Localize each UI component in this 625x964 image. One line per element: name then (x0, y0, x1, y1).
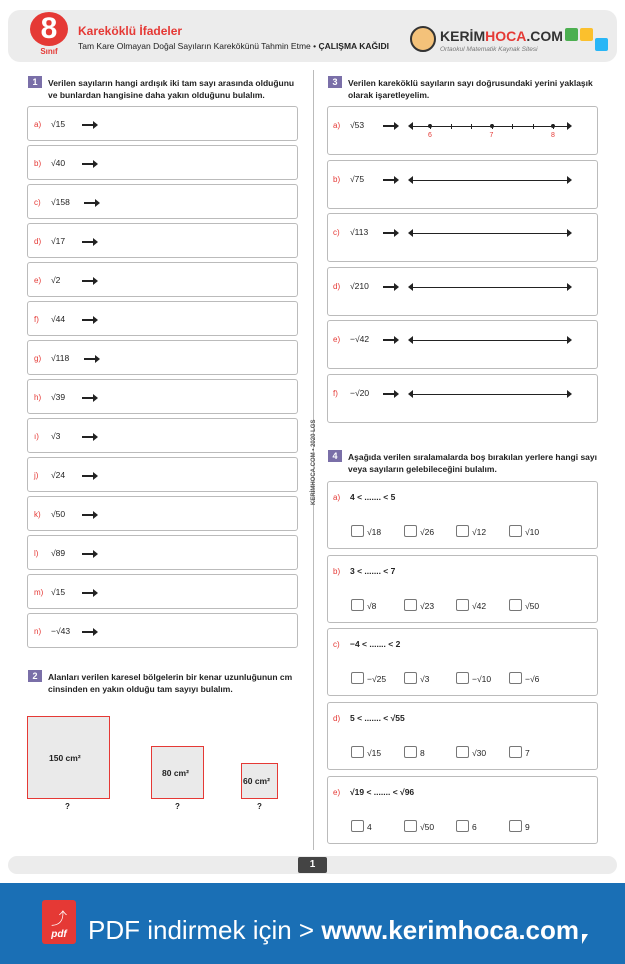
item-label: c) (34, 198, 41, 207)
right-arrow-icon (82, 241, 96, 243)
grade-label: Sınıf (40, 47, 58, 56)
item-label: k) (34, 510, 41, 519)
right-arrow-icon (82, 514, 96, 516)
answer-placeholder: ? (257, 802, 262, 811)
option-checkbox[interactable] (404, 599, 417, 611)
number-line[interactable] (410, 126, 570, 139)
item-label: b) (34, 159, 42, 168)
right-arrow-icon (383, 125, 397, 127)
grade-badge (30, 12, 68, 58)
number-line-row[interactable] (327, 160, 598, 209)
number-point (551, 124, 555, 128)
right-arrow-icon (82, 436, 96, 438)
item-expression: √15 (51, 119, 66, 129)
option-label: √30 (472, 748, 487, 759)
item-label: m) (34, 588, 44, 597)
item-expression: √75 (350, 173, 365, 184)
option-label: √8 (367, 600, 377, 611)
page-title: Kareköklü İfadeler (78, 24, 183, 38)
mouse-cursor-icon (582, 934, 588, 944)
option-checkbox[interactable] (509, 746, 522, 758)
item-expression: √50 (51, 509, 66, 519)
item-expression: √3 (51, 431, 61, 441)
item-expression: √113 (350, 227, 369, 237)
right-arrow-icon (82, 397, 96, 399)
number-line[interactable] (410, 394, 570, 395)
inequality-expression: 4 < ....... < 5 (350, 492, 396, 502)
number-point (428, 124, 432, 128)
option-label: √26 (420, 527, 435, 537)
logo-brand: KERİMHOCA.COM (440, 28, 563, 44)
option-label: −√25 (367, 674, 387, 685)
number-line-row[interactable] (327, 267, 598, 316)
tick-label: 8 (551, 132, 555, 139)
right-arrow-icon (383, 393, 397, 395)
right-arrow-icon (383, 232, 397, 234)
option-checkbox[interactable] (509, 599, 522, 611)
option-label: √50 (420, 821, 435, 832)
number-line-row[interactable] (327, 106, 598, 155)
answer-row[interactable] (27, 457, 298, 492)
answer-row[interactable] (27, 301, 298, 336)
square-area: 60 cm² (243, 776, 270, 786)
inequality-expression: √19 < ....... < √96 (350, 786, 415, 797)
question-text: Aşağıda verilen sıralamalarda boş bırakılan yerlere hangi sayı veya sayıların gelebileceğini bulalım. (348, 452, 597, 474)
option-label: 6 (472, 821, 477, 832)
item-label: d) (333, 714, 341, 724)
item-expression: √39 (51, 392, 66, 402)
option-checkbox[interactable] (351, 820, 364, 832)
option-checkbox[interactable] (351, 672, 364, 684)
item-expression: √17 (51, 236, 66, 246)
tick-mark (533, 124, 534, 129)
site-logo[interactable] (410, 24, 610, 60)
answer-row[interactable] (27, 418, 298, 453)
item-expression: −√43 (51, 626, 71, 636)
answer-row[interactable] (27, 379, 298, 414)
right-arrow-icon (82, 280, 96, 282)
item-label: e) (333, 335, 341, 344)
item-label: a) (333, 493, 341, 502)
item-label: e) (333, 787, 341, 797)
item-expression: √15 (51, 587, 66, 597)
item-label: l) (34, 549, 39, 558)
item-label: a) (34, 120, 42, 129)
item-label: ı) (34, 432, 39, 441)
option-label: 8 (420, 748, 425, 759)
item-label: d) (34, 237, 42, 246)
item-label: h) (34, 393, 42, 402)
option-label: 9 (525, 821, 530, 832)
option-label: 7 (525, 748, 530, 759)
item-label: g) (34, 354, 42, 363)
item-label: d) (333, 281, 341, 291)
item-expression: √44 (51, 314, 66, 324)
item-expression: √53 (350, 120, 365, 130)
item-label: a) (333, 121, 341, 130)
option-checkbox[interactable] (509, 525, 522, 537)
question-text: Alanları verilen karesel bölgelerin bir kenar uzunluğunun cm cinsinden en yakın olduğu tam sayıyı bulalım. (48, 672, 293, 694)
question-number: 1 (28, 76, 42, 88)
option-label: −√6 (525, 674, 540, 685)
item-expression: √89 (51, 548, 66, 558)
answer-placeholder: ? (65, 802, 70, 811)
item-label: f) (333, 388, 338, 398)
option-checkbox[interactable] (404, 672, 417, 684)
inequality-expression: 3 < ....... < 7 (350, 565, 396, 576)
number-point (490, 124, 494, 128)
answer-row[interactable] (27, 106, 298, 141)
square-area: 80 cm² (162, 768, 189, 778)
question-text: Verilen sayıların hangi ardışık iki tam sayı arasında olduğunu ve bunlardan hangisine daha yakın olduğunu bulalım. (48, 78, 295, 100)
logo-block-icon (580, 28, 593, 41)
tick-mark (451, 124, 452, 129)
number-line-row[interactable] (327, 320, 598, 369)
inequality-expression: −4 < ....... < 2 (350, 639, 401, 650)
logo-block-icon (565, 28, 578, 41)
page-number: 1 (298, 857, 327, 873)
option-checkbox[interactable] (351, 525, 364, 537)
right-arrow-icon (84, 358, 98, 360)
right-arrow-icon (84, 202, 98, 204)
question-number: 3 (328, 76, 342, 88)
tick-mark (471, 124, 472, 129)
question-number: 4 (328, 450, 342, 462)
option-label: √23 (420, 600, 435, 611)
item-expression: √40 (51, 158, 66, 168)
number-line[interactable] (410, 233, 570, 234)
option-checkbox[interactable] (509, 820, 522, 832)
item-expression: −√42 (350, 334, 370, 344)
item-label: b) (333, 174, 341, 184)
option-label: √18 (367, 527, 382, 537)
tick-label: 7 (489, 132, 494, 139)
option-label: √10 (525, 527, 540, 537)
item-label: c) (333, 640, 340, 650)
number-line-row[interactable] (327, 213, 598, 262)
teacher-face-icon (410, 26, 436, 52)
item-label: c) (333, 228, 340, 237)
option-checkbox[interactable] (456, 820, 469, 832)
tick-mark (512, 124, 513, 129)
right-arrow-icon (82, 553, 96, 555)
right-arrow-icon (383, 286, 397, 288)
option-checkbox[interactable] (456, 599, 469, 611)
number-line-row[interactable] (327, 374, 598, 423)
page-subtitle: Tam Kare Olmayan Doğal Sayıların Karekökünü Tahmin Etme • ÇALIŞMA KAĞIDI (78, 41, 389, 51)
number-line[interactable] (410, 340, 570, 341)
answer-placeholder: ? (175, 802, 180, 811)
option-label: √3 (420, 674, 430, 685)
item-label: n) (34, 627, 42, 636)
option-checkbox[interactable] (404, 525, 417, 537)
option-label: √50 (525, 600, 540, 611)
option-label: √42 (472, 600, 487, 611)
item-label: e) (34, 276, 42, 285)
option-checkbox[interactable] (456, 525, 469, 537)
option-checkbox[interactable] (404, 746, 417, 758)
answer-row[interactable] (27, 496, 298, 531)
number-line[interactable] (410, 180, 570, 181)
right-arrow-icon (82, 631, 96, 633)
option-checkbox[interactable] (404, 820, 417, 832)
pdf-file-icon: ⤴ pdf (42, 900, 76, 944)
item-label: f) (34, 315, 39, 324)
item-label: j) (34, 471, 39, 480)
item-expression: √24 (51, 470, 66, 480)
option-label: 4 (367, 821, 372, 832)
question-number: 2 (28, 670, 42, 682)
option-checkbox[interactable] (456, 746, 469, 758)
right-arrow-icon (82, 592, 96, 594)
inequality-expression: 5 < ....... < √55 (350, 713, 405, 724)
logo-block-icon (595, 38, 608, 51)
answer-row[interactable] (27, 145, 298, 180)
option-checkbox[interactable] (351, 746, 364, 758)
number-line[interactable] (410, 287, 570, 288)
right-arrow-icon (82, 163, 96, 165)
option-label: √12 (472, 527, 487, 537)
right-arrow-icon (383, 339, 397, 341)
item-expression: √2 (51, 275, 61, 285)
option-label: √15 (367, 748, 382, 759)
answer-row[interactable] (27, 535, 298, 570)
right-arrow-icon (82, 475, 96, 477)
answer-row[interactable] (27, 262, 298, 297)
answer-row[interactable] (27, 223, 298, 258)
tick-label: 6 (428, 132, 432, 139)
question-text: Verilen kareköklü sayıların sayı doğrusundaki yerini yaklaşık olarak işaretleyelim. (348, 78, 593, 100)
right-arrow-icon (383, 179, 397, 181)
answer-row[interactable] (27, 574, 298, 609)
right-arrow-icon (82, 124, 96, 126)
logo-tagline: Ortaokul Matematik Kaynak Sitesi (440, 46, 538, 53)
grade-number: 8 (30, 12, 68, 46)
side-watermark: KERİMHOCA.COM • 2020 LGS (311, 419, 317, 505)
option-checkbox[interactable] (351, 599, 364, 611)
right-arrow-icon (82, 319, 96, 321)
item-expression: −√20 (350, 387, 370, 398)
download-link[interactable]: PDF indirmek için > www.kerimhoca.com (88, 915, 580, 945)
option-checkbox[interactable] (456, 672, 469, 684)
option-label: −√10 (472, 674, 492, 685)
item-expression: √210 (350, 280, 369, 291)
option-checkbox[interactable] (509, 672, 522, 684)
item-expression: √158 (51, 197, 70, 207)
square-area: 150 cm² (49, 753, 81, 763)
item-expression: √118 (51, 353, 70, 363)
item-label: b) (333, 566, 341, 576)
